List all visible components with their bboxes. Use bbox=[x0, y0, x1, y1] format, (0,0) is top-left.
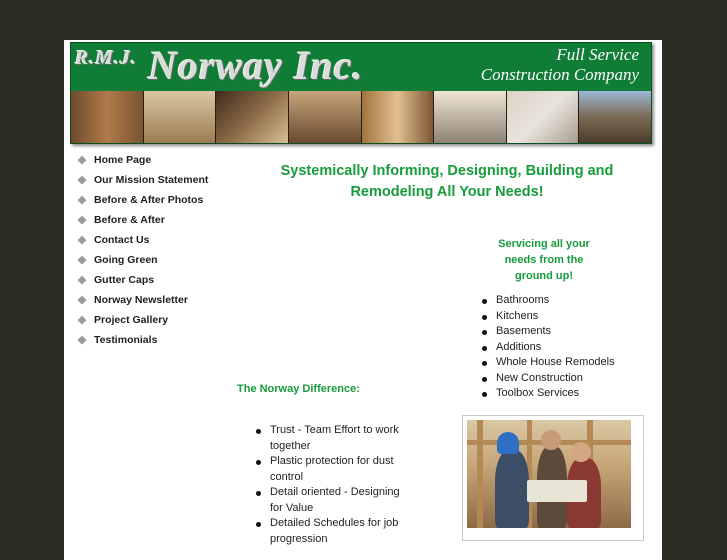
page-container bbox=[64, 40, 662, 560]
servicing-line2: needs from the bbox=[504, 254, 584, 266]
diamond-bullet-icon: ◆ bbox=[77, 174, 87, 186]
nav-item-testimonials[interactable] bbox=[76, 330, 246, 350]
tagline-line1: Full Service bbox=[556, 45, 639, 64]
sidebar-nav bbox=[76, 150, 246, 350]
nav-item-gutter-caps[interactable] bbox=[76, 270, 246, 290]
servicing-heading bbox=[494, 236, 594, 284]
difference-list bbox=[254, 423, 414, 547]
service-item: Whole House Remodels bbox=[480, 355, 650, 371]
nav-item-before-after-photos[interactable] bbox=[76, 190, 246, 210]
nav-item-mission-statement[interactable] bbox=[76, 170, 246, 190]
diamond-bullet-icon: ◆ bbox=[77, 154, 87, 166]
diamond-bullet-icon: ◆ bbox=[77, 194, 87, 206]
nav-item-newsletter[interactable] bbox=[76, 290, 246, 310]
headline-line2: Remodeling All Your Needs! bbox=[350, 184, 544, 200]
diamond-bullet-icon: ◆ bbox=[77, 234, 87, 246]
nav-item-before-after[interactable] bbox=[76, 210, 246, 230]
nav-item-label[interactable]: Going Green bbox=[94, 254, 158, 266]
nav-item-going-green[interactable] bbox=[76, 250, 246, 270]
service-item: Kitchens bbox=[480, 309, 650, 325]
nav-item-label[interactable]: Project Gallery bbox=[94, 314, 169, 326]
nav-item-label[interactable]: Testimonials bbox=[94, 334, 158, 346]
service-item: Toolbox Services bbox=[480, 386, 650, 402]
kitchen-photo bbox=[289, 91, 362, 143]
nav-item-label[interactable]: Our Mission Statement bbox=[94, 174, 209, 186]
service-item: New Construction bbox=[480, 371, 650, 387]
nav-item-label[interactable]: Gutter Caps bbox=[94, 274, 155, 286]
nav-item-label[interactable]: Norway Newsletter bbox=[94, 294, 188, 306]
service-item: Bathrooms bbox=[480, 293, 650, 309]
nav-item-project-gallery[interactable] bbox=[76, 310, 246, 330]
page-headline bbox=[264, 161, 630, 203]
services-list bbox=[480, 293, 650, 402]
diamond-bullet-icon: ◆ bbox=[77, 334, 87, 346]
company-logo[interactable] bbox=[75, 43, 425, 89]
servicing-line1: Servicing all your bbox=[498, 238, 590, 250]
interior-photo bbox=[71, 91, 144, 143]
construction-team-image bbox=[467, 420, 631, 528]
nav-item-label[interactable]: Before & After Photos bbox=[94, 194, 204, 206]
staircase-photo bbox=[216, 91, 289, 143]
service-item: Basements bbox=[480, 324, 650, 340]
nav-item-label[interactable]: Before & After bbox=[94, 214, 165, 226]
room-photo bbox=[434, 91, 507, 143]
nav-item-label[interactable]: Contact Us bbox=[94, 234, 150, 246]
headline-line1: Systemically Informing, Designing, Building and bbox=[280, 163, 614, 179]
tagline bbox=[429, 45, 639, 85]
house-exterior-photo bbox=[579, 91, 651, 143]
diamond-bullet-icon: ◆ bbox=[77, 254, 87, 266]
kitchen-photo bbox=[362, 91, 435, 143]
tagline-line2: Construction Company bbox=[480, 65, 639, 84]
diamond-bullet-icon: ◆ bbox=[77, 274, 87, 286]
header-banner bbox=[70, 42, 652, 144]
difference-item: Trust - Team Effort to work together bbox=[254, 423, 414, 454]
header-photo-strip bbox=[71, 91, 651, 143]
interior-photo bbox=[144, 91, 217, 143]
logo-text: Norway Inc. bbox=[148, 43, 364, 88]
difference-item: Plastic protection for dust control bbox=[254, 454, 414, 485]
difference-item: Detail oriented - Designing for Value bbox=[254, 485, 414, 516]
logo-prefix: R.M.J. bbox=[75, 47, 138, 69]
diamond-bullet-icon: ◆ bbox=[77, 314, 87, 326]
servicing-line3: ground up! bbox=[514, 270, 574, 282]
nav-item-contact-us[interactable] bbox=[76, 230, 246, 250]
construction-team-photo bbox=[462, 415, 644, 541]
nav-item-home-page[interactable] bbox=[76, 150, 246, 170]
diamond-bullet-icon: ◆ bbox=[77, 294, 87, 306]
diamond-bullet-icon: ◆ bbox=[77, 214, 87, 226]
difference-heading: The Norway Difference: bbox=[237, 383, 360, 395]
nav-item-label[interactable]: Home Page bbox=[94, 154, 152, 166]
difference-item: Detailed Schedules for job progression bbox=[254, 516, 414, 547]
service-item: Additions bbox=[480, 340, 650, 356]
bathroom-photo bbox=[507, 91, 580, 143]
